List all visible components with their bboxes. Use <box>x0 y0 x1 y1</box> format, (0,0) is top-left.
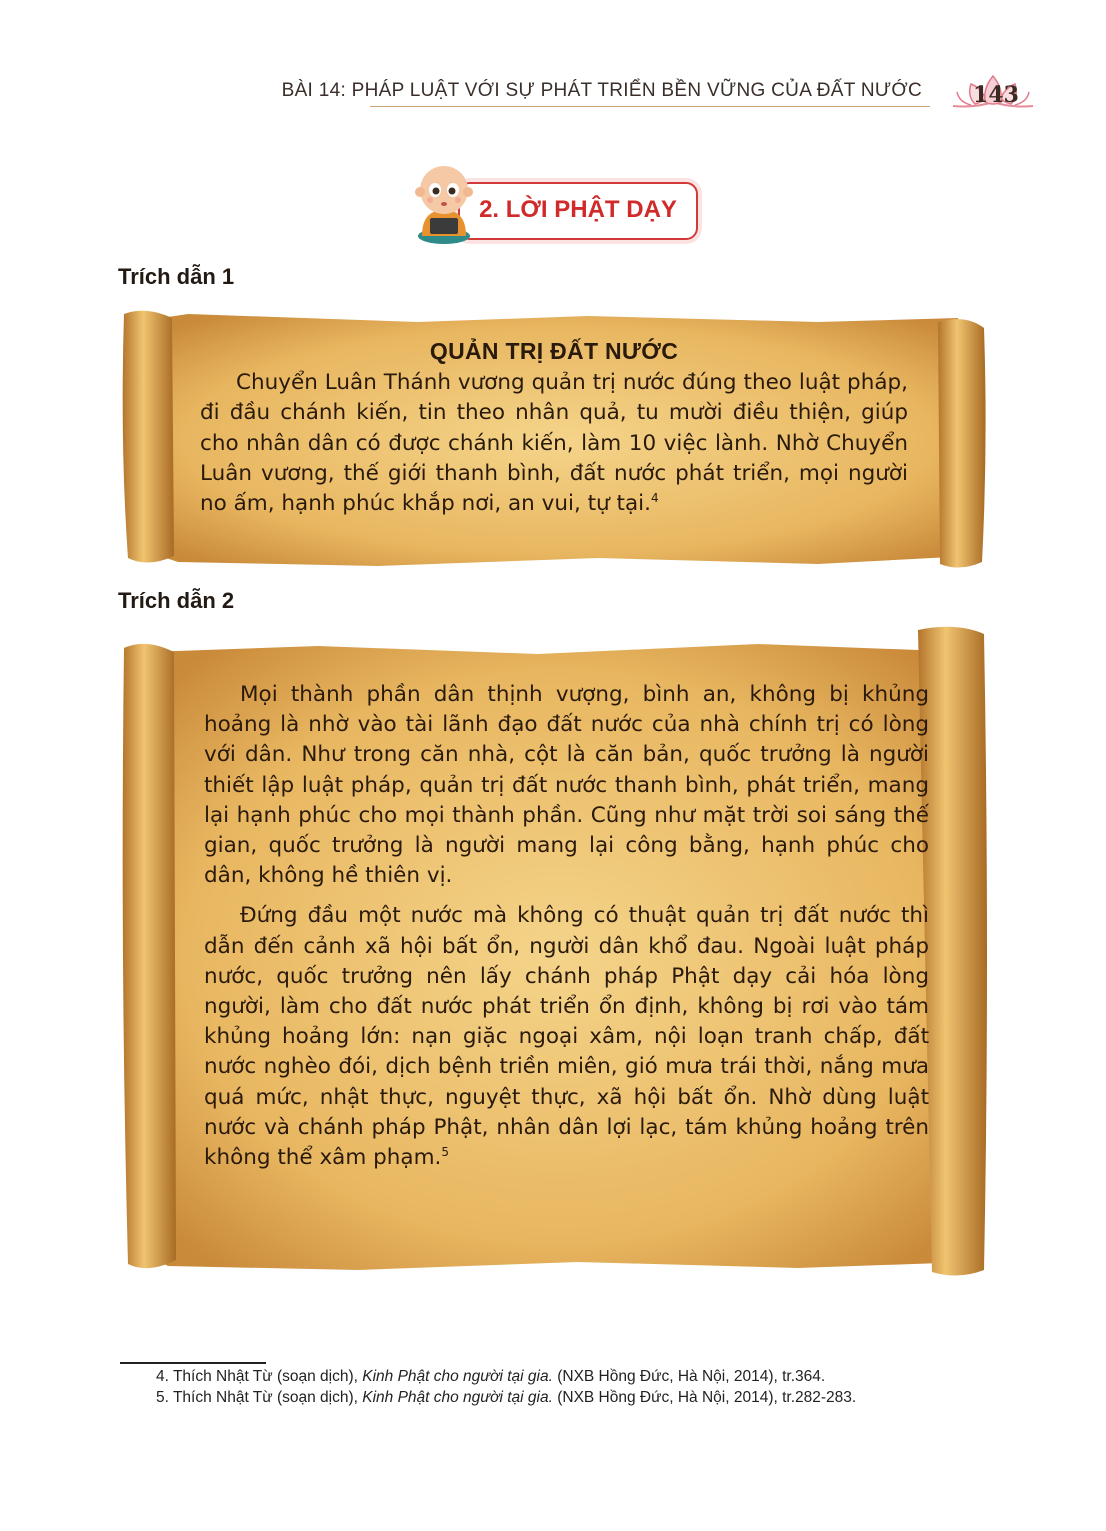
quote-2-body <box>204 680 929 1173</box>
section-title: 2. LỜI PHẬT DẠY <box>479 196 677 223</box>
quote-2-paragraph-2: Đứng đầu một nước mà không có thuật quản trị đất nước thì dẫn đến cảnh xã hội bất ổn, người dân khổ đau. Ngoài luật pháp nước, quốc trưởng nên lấy chánh pháp Phật dạy cải hóa lòng người, làm cho đất nước phát triển ổn định, không bị rơi vào tám khủng hoảng lớn: nạn giặc ngoại xâm, nội loạn tranh chấp, đất nước nghèo đói, dịch bệnh triền miên, gió mưa trái thời, nắng mưa quá mức, nhật thực, nguyệt thực, xã hội bất ổn. Nhờ dùng luật nước và chánh pháp Phật, nhân dân lợi lạc, tám khủng hoảng trên không thể xâm phạm. <box>204 903 929 1171</box>
quote-1-label: Trích dẫn 1 <box>118 264 235 289</box>
header-divider <box>370 106 930 107</box>
footnote-4: 4. Thích Nhật Từ (soạn dịch), Kinh Phật cho người tại gia. (NXB Hồng Đức, Hà Nội, 2014), tr.364. <box>156 1368 826 1385</box>
quote-2-scroll <box>118 622 988 1282</box>
monk-mascot-icon <box>408 160 480 246</box>
footnote-ref-4: 4 <box>650 490 659 505</box>
quote-1-body <box>200 336 908 519</box>
quote-2-paragraph-1: Mọi thành phần dân thịnh vượng, bình an, không bị khủng hoảng là nhờ vào tài lãnh đạo đất nước của nhà chính trị có lòng với dân. Như trong căn nhà, cột là căn bản, quốc trưởng là người thiết lập luật pháp, quản trị đất nước thanh bình, phát triển, mang lại hạnh phúc cho mọi thành phần. Cũng như mặt trời soi sáng thế gian, quốc trưởng là người mang lại công bằng, hạnh phúc cho dân, không hề thiên vị. <box>204 682 929 889</box>
section-badge <box>458 182 698 240</box>
book-title: Kinh Phật cho người tại gia. <box>362 1368 553 1385</box>
chapter-title: BÀI 14: PHÁP LUẬT VỚI SỰ PHÁT TRIỂN BỀN VỮNG CỦA ĐẤT NƯỚC <box>281 80 922 101</box>
quote-1-scroll <box>118 306 988 576</box>
footnote-5: 5. Thích Nhật Từ (soạn dịch), Kinh Phật cho người tại gia. (NXB Hồng Đức, Hà Nội, 2014), tr.282-283. <box>156 1389 857 1406</box>
footnote-ref-5: 5 <box>441 1144 450 1159</box>
footnote-divider <box>120 1362 266 1364</box>
book-title: Kinh Phật cho người tại gia. <box>362 1389 553 1406</box>
page-header <box>0 72 1040 112</box>
quote-2-label: Trích dẫn 2 <box>118 588 235 613</box>
page-number: 143 <box>973 82 1019 108</box>
quote-1-text: Chuyển Luân Thánh vương quản trị nước đúng theo luật pháp, đi đầu chánh kiến, tin theo nhân quả, tu mười điều thiện, giúp cho nhân dân có được chánh kiến, làm 10 việc lành. Nhờ Chuyển Luân vương, thế giới thanh bình, đất nước phát triển, mọi người no ấm, hạnh phúc khắp nơi, an vui, tự tại. <box>200 370 908 517</box>
quote-1-title: QUẢN TRỊ ĐẤT NƯỚC <box>429 338 679 364</box>
footnotes <box>118 1366 1018 1408</box>
